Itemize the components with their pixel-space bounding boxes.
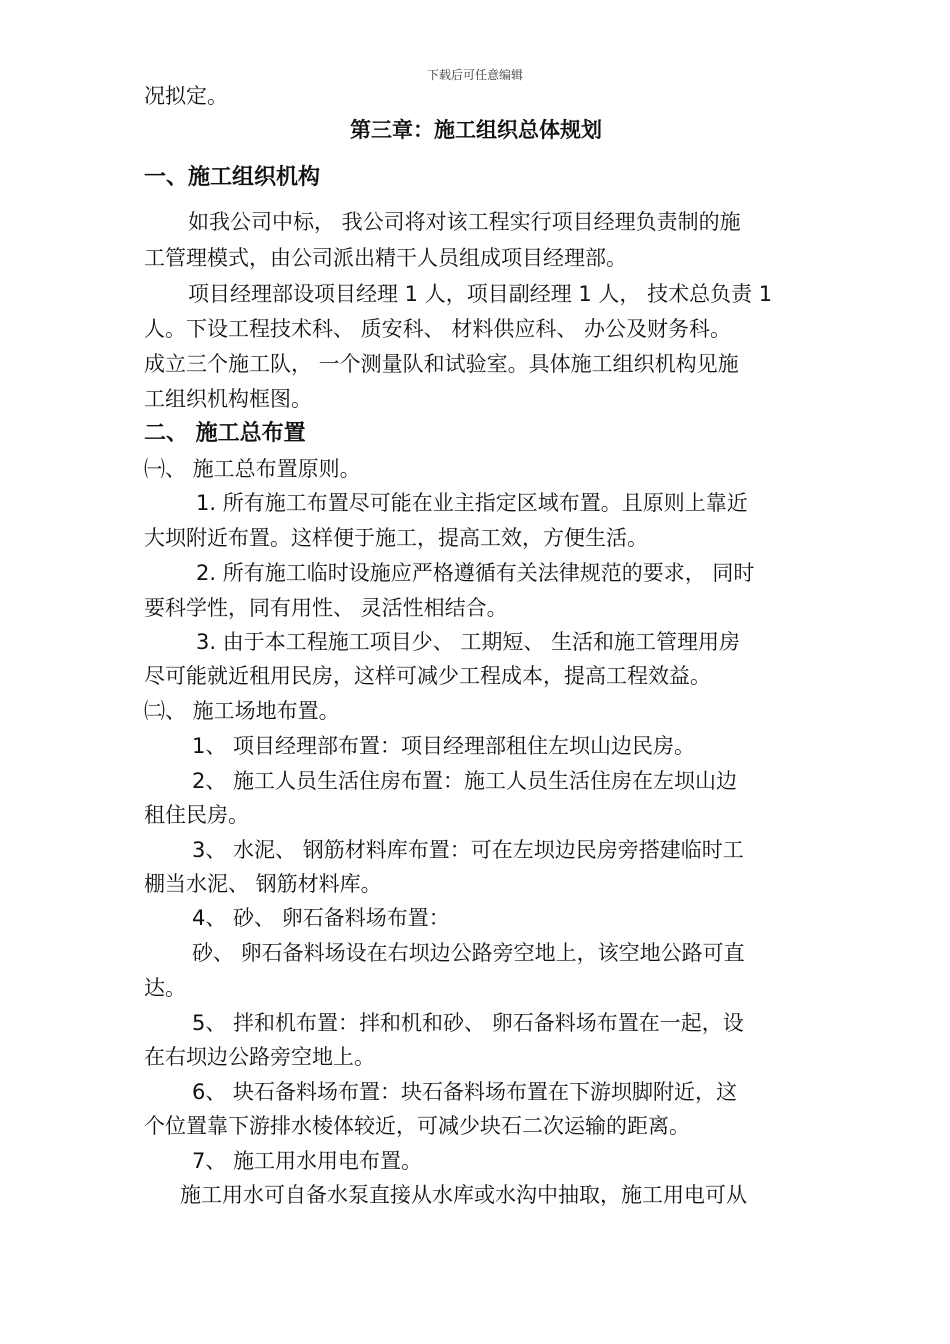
text-line: ㈡、 施工场地布置。 <box>144 699 340 723</box>
text-line: 5、 拌和机布置：拌和机和砂、 卵石备料场布置在一起，设 <box>192 1011 744 1035</box>
text-line: 成立三个施工队， 一个测量队和试验室。具体施工组织机构见施 <box>144 352 739 376</box>
text-line: 尽可能就近租用民房，这样可减少工程成本，提高工程效益。 <box>144 664 711 688</box>
text-line: 砂、 卵石备料场设在右坝边公路旁空地上，该空地公路可直 <box>192 941 745 965</box>
text-line: 况拟定。 <box>144 84 228 108</box>
text-line: 3、 水泥、 钢筋材料库布置：可在左坝边民房旁搭建临时工 <box>192 838 744 862</box>
text-line: ㈠、 施工总布置原则。 <box>144 457 361 481</box>
text-line: 2. 所有施工临时设施应严格遵循有关法律规范的要求， 同时 <box>196 561 755 585</box>
text-line: 要科学性，同有用性、 灵活性相结合。 <box>144 596 508 620</box>
page-header: 下载后可任意编辑 <box>426 68 523 82</box>
text-line: 4、 砂、 卵石备料场布置： <box>192 906 450 930</box>
text-line: 1. 所有施工布置尽可能在业主指定区域布置。且原则上靠近 <box>196 491 748 515</box>
section-heading: 一、施工组织机构 <box>144 165 321 190</box>
text-line: 1、 项目经理部布置：项目经理部租住左坝山边民房。 <box>192 734 696 758</box>
text-line: 3. 由于本工程施工项目少、 工期短、 生活和施工管理用房 <box>196 630 741 654</box>
text-line: 在右坝边公路旁空地上。 <box>144 1045 375 1069</box>
text-line: 棚当水泥、 钢筋材料库。 <box>144 872 382 896</box>
text-line: 租住民房。 <box>144 803 249 827</box>
text-line: 个位置靠下游排水棱体较近，可减少块石二次运输的距离。 <box>144 1114 690 1138</box>
text-line: 人。下设工程技术科、 质安科、 材料供应科、 办公及财务科。 <box>144 317 732 341</box>
section-heading: 二、 施工总布置 <box>144 421 306 446</box>
text-line: 工管理模式，由公司派出精干人员组成项目经理部。 <box>144 246 627 270</box>
text-line: 施工用水可自备水泵直接从水库或水沟中抽取，施工用电可从 <box>180 1183 747 1207</box>
text-line: 6、 块石备料场布置：块石备料场布置在下游坝脚附近，这 <box>192 1080 738 1104</box>
text-line: 如我公司中标， 我公司将对该工程实行项目经理负责制的施 <box>188 210 741 234</box>
text-line: 项目经理部设项目经理 1 人，项目副经理 1 人， 技术总负责 1 <box>188 282 773 306</box>
chapter-title: 第三章：施工组织总体规划 <box>350 118 602 142</box>
text-line: 达。 <box>144 976 186 1000</box>
text-line: 大坝附近布置。这样便于施工，提高工效，方便生活。 <box>144 526 648 550</box>
text-line: 7、 施工用水用电布置。 <box>192 1149 423 1173</box>
text-line: 工组织机构框图。 <box>144 387 312 411</box>
text-line: 2、 施工人员生活住房布置：施工人员生活住房在左坝山边 <box>192 769 738 793</box>
